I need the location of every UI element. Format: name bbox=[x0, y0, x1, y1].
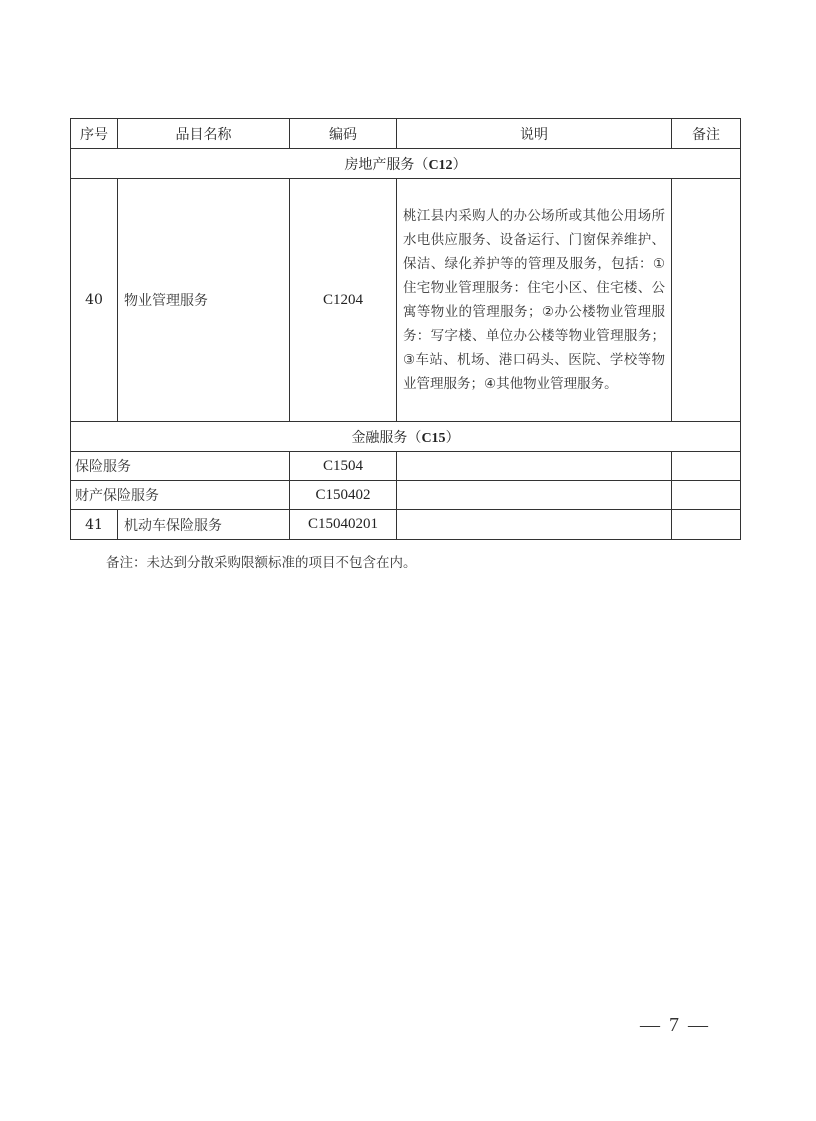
subcategory-description bbox=[397, 452, 672, 481]
category-finance bbox=[71, 422, 741, 452]
row-seq: 40 bbox=[71, 179, 118, 422]
category-code: C15 bbox=[421, 430, 446, 446]
category-row-real-estate bbox=[71, 149, 741, 179]
category-label: 金融服务（ bbox=[351, 429, 422, 446]
subcategory-row-property-insurance bbox=[71, 481, 741, 510]
header-code: 编码 bbox=[290, 119, 397, 149]
subcategory-remark bbox=[672, 452, 741, 481]
header-description: 说明 bbox=[397, 119, 672, 149]
header-remark: 备注 bbox=[672, 119, 741, 149]
subcategory-name: 保险服务 bbox=[71, 452, 290, 481]
category-label: 房地产服务（ bbox=[344, 156, 429, 173]
subcategory-description bbox=[397, 481, 672, 510]
row-name: 物业管理服务 bbox=[118, 179, 290, 422]
row-remark bbox=[672, 179, 741, 422]
subcategory-name: 财产保险服务 bbox=[71, 481, 290, 510]
category-real-estate bbox=[71, 149, 741, 179]
category-suffix: ） bbox=[445, 429, 460, 446]
subcategory-code: C1504 bbox=[290, 452, 397, 481]
category-suffix: ） bbox=[452, 156, 467, 173]
row-seq: 41 bbox=[71, 510, 118, 540]
subcategory-row-insurance bbox=[71, 452, 741, 481]
procurement-catalog-table bbox=[70, 118, 741, 540]
row-remark bbox=[672, 510, 741, 540]
row-name: 机动车保险服务 bbox=[118, 510, 290, 540]
row-description: 桃江县内采购人的办公场所或其他公用场所水电供应服务、设备运行、门窗保养维护、保洁、绿化养护等的管理及服务，包括：①住宅物业管理服务：住宅小区、住宅楼、公寓等物业的管理服务；②办公楼物业管理服务：写字楼、单位办公楼等物业管理服务；③车站、机场、港口码头、医院、学校等物业管理服务；④其他物业管理服务。 bbox=[397, 179, 672, 422]
table-row-40 bbox=[71, 179, 741, 422]
subcategory-code: C150402 bbox=[290, 481, 397, 510]
subcategory-remark bbox=[672, 481, 741, 510]
row-code: C1204 bbox=[290, 179, 397, 422]
header-name: 品目名称 bbox=[118, 119, 290, 149]
category-code: C12 bbox=[428, 157, 453, 173]
footnote: 备注：未达到分散采购限额标准的项目不包含在内。 bbox=[106, 555, 417, 571]
header-row bbox=[71, 119, 741, 149]
page-number: — 7 — bbox=[640, 1014, 710, 1036]
row-code: C15040201 bbox=[290, 510, 397, 540]
table-row-41 bbox=[71, 510, 741, 540]
row-description bbox=[397, 510, 672, 540]
category-row-finance bbox=[71, 422, 741, 452]
header-seq: 序号 bbox=[71, 119, 118, 149]
